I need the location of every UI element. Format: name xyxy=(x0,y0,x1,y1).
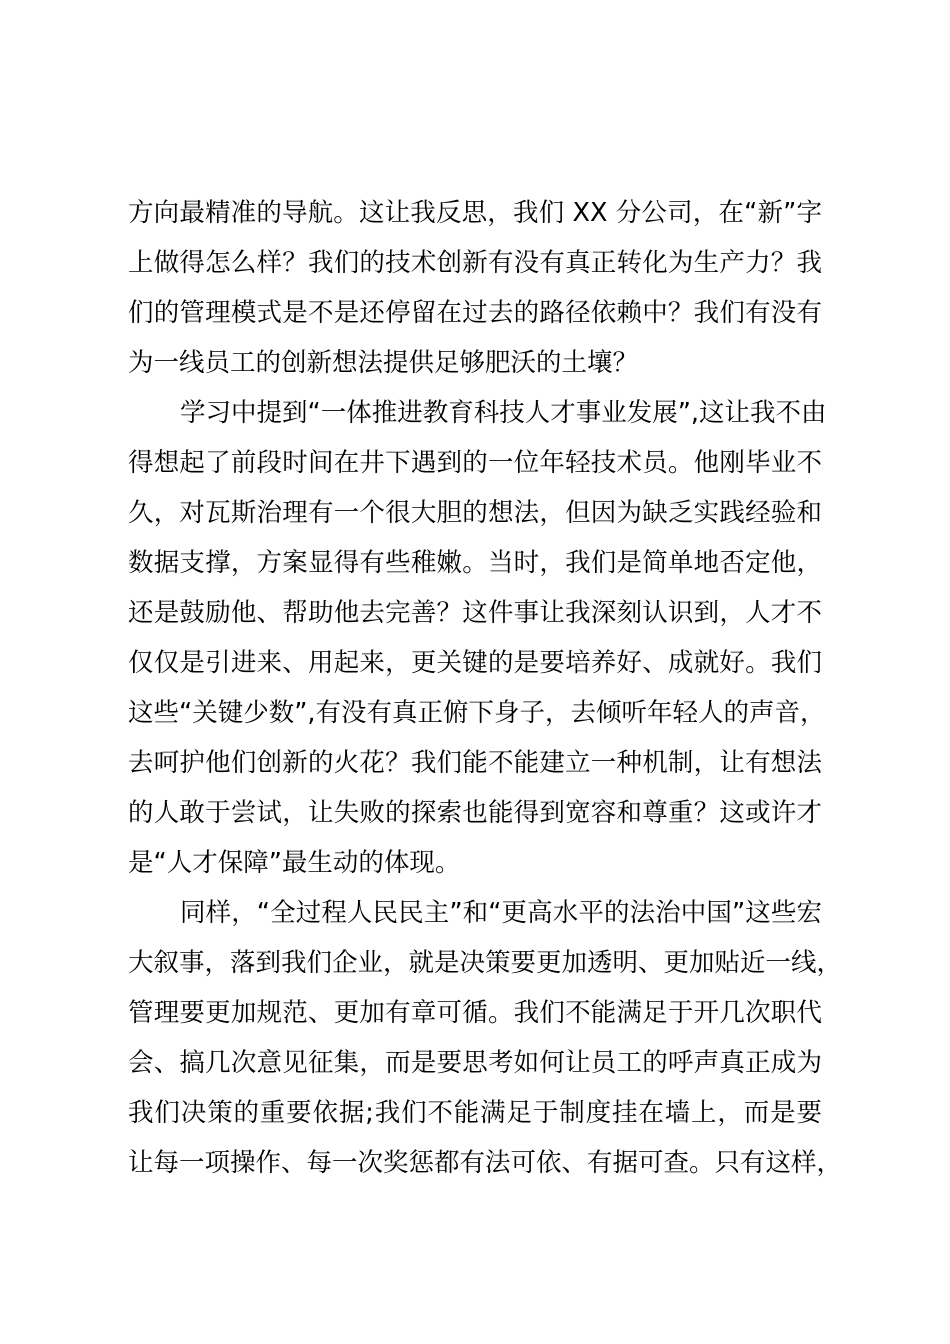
text-line: 管理要更加规范、更加有章可循。我们不能满足于开几次职代 xyxy=(128,998,822,1028)
text-line: 去呵护他们创新的火花？我们能不能建立一种机制，让有想法 xyxy=(128,748,822,778)
text-line: 这些“关键少数”,有没有真正俯下身子，去倾听年轻人的声音， xyxy=(128,698,826,728)
text-line: 们的管理模式是不是还停留在过去的路径依赖中？我们有没有 xyxy=(128,298,822,328)
text-line: 大叙事，落到我们企业，就是决策要更加透明、更加贴近一线， xyxy=(128,948,843,978)
text-line: 学习中提到“一体推进教育科技人才事业发展”,这让我不由 xyxy=(180,398,827,428)
text-line: 是“人才保障”最生动的体现。 xyxy=(128,848,461,878)
text-line: 仅仅是引进来、用起来，更关键的是要培养好、成就好。我们 xyxy=(128,648,822,678)
text-line: 为一线员工的创新想法提供足够肥沃的土壤？ xyxy=(128,348,639,378)
text-line: 还是鼓励他、帮助他去完善？这件事让我深刻认识到，人才不 xyxy=(128,598,822,628)
text-line: 上做得怎么样？我们的技术创新有没有真正转化为生产力？我 xyxy=(128,248,822,278)
text-line: 数据支撑，方案显得有些稚嫩。当时，我们是简单地否定他， xyxy=(128,548,822,578)
text-line: 会、搞几次意见征集，而是要思考如何让员工的呼声真正成为 xyxy=(128,1048,822,1078)
text-line: 同样，“全过程人民民主”和“更高水平的法治中国”这些宏 xyxy=(180,898,822,928)
text-line: 方向最精准的导航。这让我反思，我们 XX 分公司，在“新”字 xyxy=(128,198,822,228)
text-line: 的人敢于尝试，让失败的探索也能得到宽容和尊重？这或许才 xyxy=(128,798,822,828)
text-line: 我们决策的重要依据;我们不能满足于制度挂在墙上，而是要 xyxy=(128,1098,822,1128)
text-line: 久，对瓦斯治理有一个很大胆的想法，但因为缺乏实践经验和 xyxy=(128,498,822,528)
text-line: 让每一项操作、每一次奖惩都有法可依、有据可查。只有这样， xyxy=(128,1148,843,1178)
text-line: 得想起了前段时间在井下遇到的一位年轻技术员。他刚毕业不 xyxy=(128,448,822,478)
